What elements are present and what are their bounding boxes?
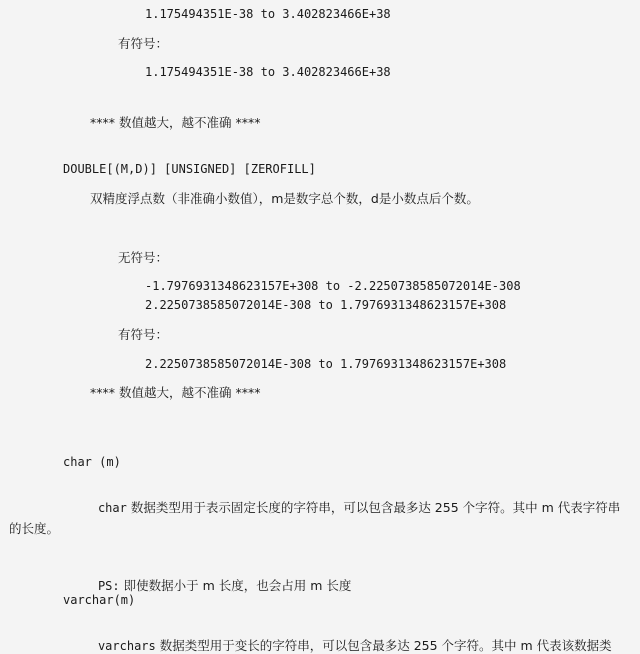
float-precision-note: **** 数值越大，越不准确 **** bbox=[90, 115, 261, 130]
double-unsigned-range-2: 2.2250738585072014E-308 to 1.7976931348623157E+308 bbox=[145, 298, 507, 312]
char-heading: char (m) bbox=[63, 455, 121, 469]
char-keyword: char bbox=[97, 501, 127, 515]
char-description-continued: 的长度。 bbox=[9, 521, 60, 536]
double-description: 双精度浮点数（非准确小数值），m是数字总个数，d是小数点后个数。 bbox=[90, 191, 479, 206]
ps-keyword: PS: bbox=[97, 579, 120, 593]
float-signed-range: 1.175494351E-38 to 3.402823466E+38 bbox=[145, 65, 391, 79]
double-unsigned-label: 无符号： bbox=[118, 250, 169, 265]
double-signed-label: 有符号： bbox=[118, 327, 169, 342]
float-unsigned-range: 1.175494351E-38 to 3.402823466E+38 bbox=[145, 7, 391, 21]
varchar-description bbox=[90, 622, 612, 654]
double-signature: DOUBLE[(M,D)] [UNSIGNED] [ZEROFILL] bbox=[63, 162, 316, 176]
double-unsigned-range-1: -1.7976931348623157E+308 to -2.2250738585072014E-308 bbox=[145, 279, 521, 293]
varchar-heading: varchar(m) bbox=[63, 593, 136, 607]
char-description-text: 数据类型用于表示固定长度的字符串，可以包含最多达 255 个字符。其中 m 代表字符串 bbox=[126, 500, 621, 515]
varchar-keyword: varchars bbox=[97, 639, 156, 653]
ps-note-text: 即使数据小于 m 长度，也会占用 m 长度 bbox=[119, 578, 352, 593]
float-signed-label: 有符号： bbox=[118, 36, 169, 51]
ps-note bbox=[90, 562, 351, 594]
varchar-description-text: 数据类型用于变长的字符串，可以包含最多达 255 个字符。其中 m 代表该数据类 bbox=[155, 638, 612, 653]
double-signed-range: 2.2250738585072014E-308 to 1.7976931348623157E+308 bbox=[145, 357, 507, 371]
double-precision-note: **** 数值越大，越不准确 **** bbox=[90, 385, 261, 400]
char-description bbox=[90, 484, 620, 516]
